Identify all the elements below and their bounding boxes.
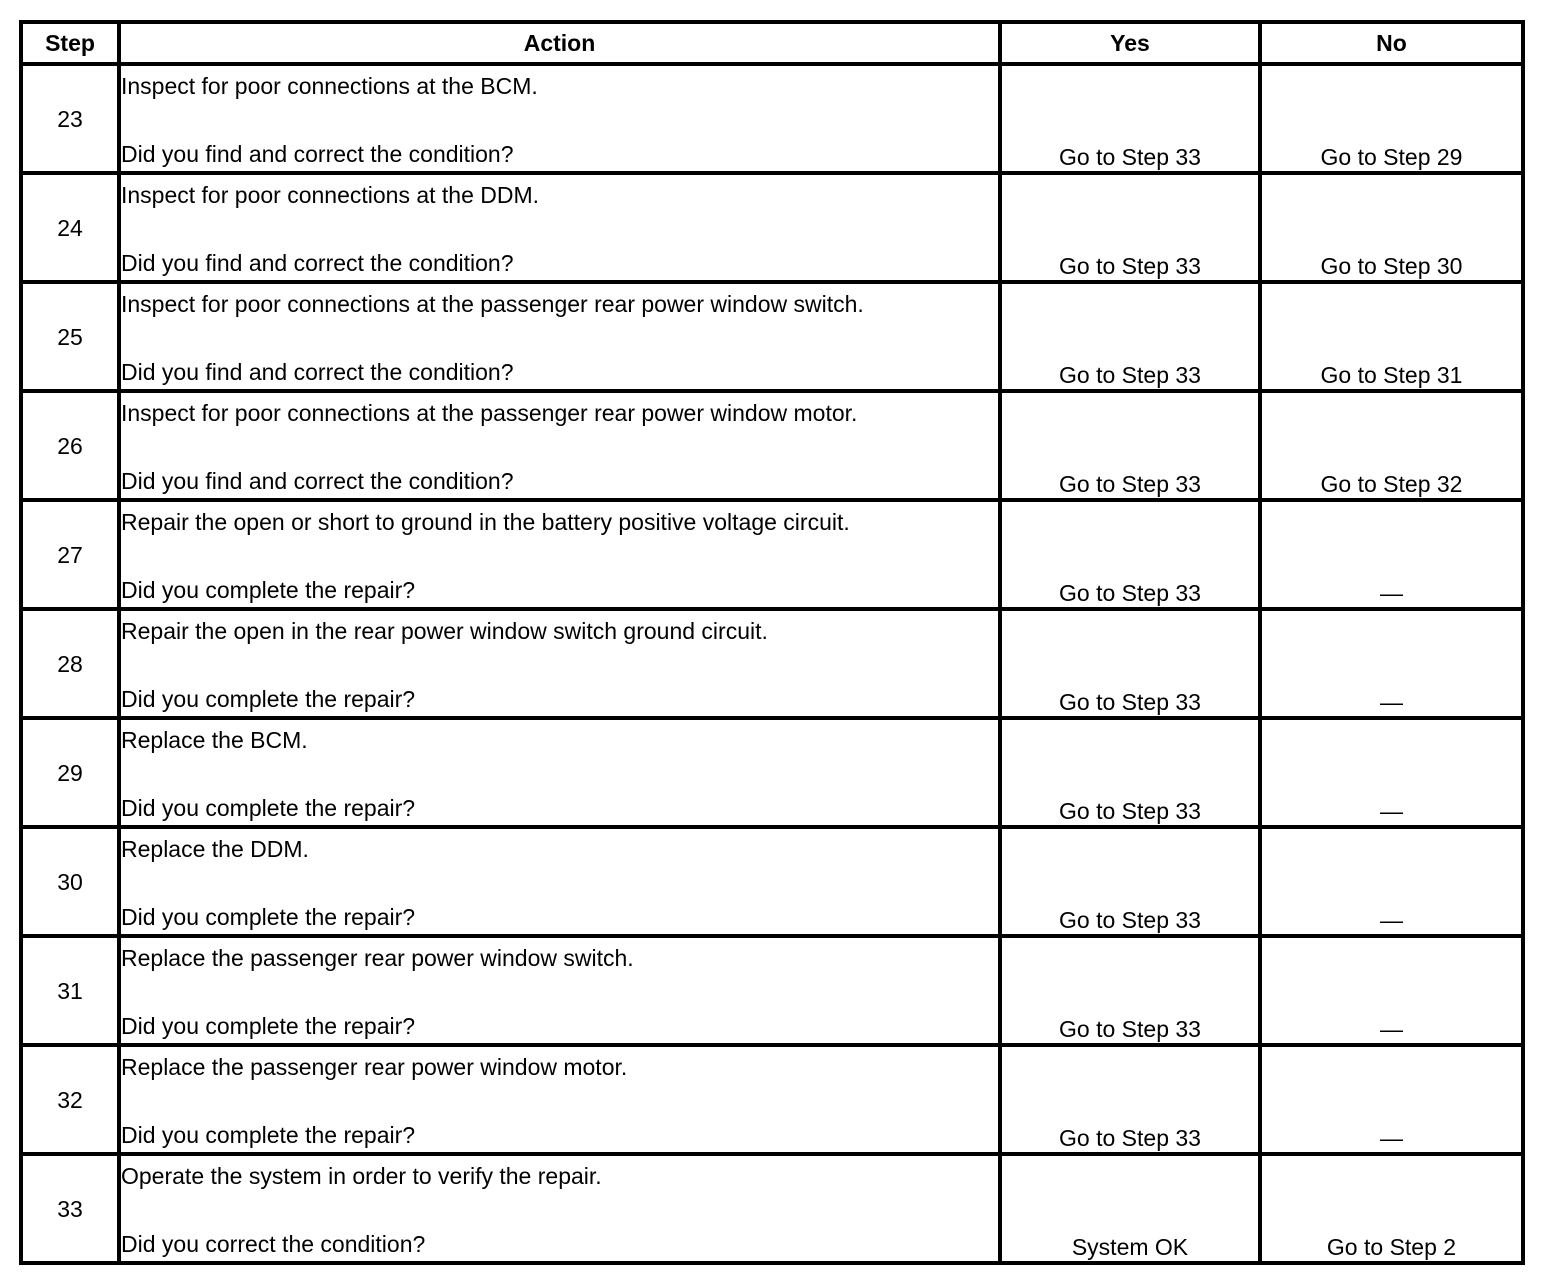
step-number: 26: [57, 432, 83, 459]
no-cell: [1260, 500, 1523, 609]
table-row: [21, 391, 1523, 500]
table-row: [21, 609, 1523, 718]
step-number: 31: [57, 977, 83, 1004]
table-body: [21, 64, 1523, 1263]
action-question: Did you complete the repair?: [121, 686, 416, 712]
no-result: —: [1380, 580, 1403, 606]
action-question: Did you find and correct the condition?: [121, 141, 514, 167]
step-cell: [21, 500, 119, 609]
no-cell: [1260, 609, 1523, 718]
step-cell: [21, 609, 119, 718]
action-instruction: Operate the system in order to verify the repair.: [121, 1163, 602, 1189]
action-instruction: Inspect for poor connections at the DDM.: [121, 182, 540, 208]
action-instruction: Replace the passenger rear power window switch.: [121, 945, 634, 971]
yes-result: Go to Step 33: [1059, 253, 1201, 279]
action-cell: [119, 173, 1000, 282]
step-cell: [21, 936, 119, 1045]
no-cell: [1260, 282, 1523, 391]
no-result: Go to Step 29: [1320, 144, 1463, 170]
step-number: 27: [57, 541, 83, 568]
no-result: Go to Step 31: [1320, 362, 1463, 388]
no-result: Go to Step 2: [1326, 1234, 1457, 1260]
no-result: —: [1380, 1125, 1403, 1151]
yes-result: Go to Step 33: [1059, 1125, 1201, 1151]
yes-cell: [1000, 718, 1260, 827]
yes-cell: [1000, 936, 1260, 1045]
table-row: [21, 1154, 1523, 1263]
step-number: 25: [57, 323, 83, 350]
step-number: 23: [57, 105, 83, 132]
action-instruction: Replace the DDM.: [121, 836, 309, 862]
table-row: [21, 936, 1523, 1045]
table-row: [21, 64, 1523, 173]
yes-cell: [1000, 391, 1260, 500]
yes-cell: [1000, 1045, 1260, 1154]
action-question: Did you correct the condition?: [121, 1231, 426, 1257]
yes-result: Go to Step 33: [1059, 471, 1201, 497]
action-instruction: Replace the passenger rear power window motor.: [121, 1054, 628, 1080]
step-number: 24: [57, 214, 83, 241]
action-question: Did you find and correct the condition?: [121, 468, 514, 494]
action-cell: [119, 64, 1000, 173]
yes-result: Go to Step 33: [1059, 580, 1201, 606]
action-cell: [119, 827, 1000, 936]
step-cell: [21, 827, 119, 936]
yes-result: System OK: [1071, 1234, 1189, 1260]
step-cell: [21, 718, 119, 827]
table-row: [21, 827, 1523, 936]
header-action: Action: [119, 22, 1000, 64]
action-question: Did you complete the repair?: [121, 577, 416, 603]
no-result: —: [1380, 689, 1403, 715]
no-cell: [1260, 718, 1523, 827]
action-instruction: Repair the open or short to ground in the battery positive voltage circuit.: [121, 509, 850, 535]
step-number: 29: [57, 759, 83, 786]
action-question: Did you complete the repair?: [121, 1122, 416, 1148]
yes-result: Go to Step 33: [1059, 798, 1201, 824]
no-cell: [1260, 1154, 1523, 1263]
no-cell: [1260, 391, 1523, 500]
step-number: 30: [57, 868, 83, 895]
action-instruction: Inspect for poor connections at the passenger rear power window motor.: [121, 400, 858, 426]
yes-cell: [1000, 500, 1260, 609]
yes-result: Go to Step 33: [1059, 907, 1201, 933]
header-step: Step: [21, 22, 119, 64]
step-cell: [21, 1154, 119, 1263]
yes-result: Go to Step 33: [1059, 689, 1201, 715]
step-cell: [21, 391, 119, 500]
step-cell: [21, 1045, 119, 1154]
yes-cell: [1000, 609, 1260, 718]
action-instruction: Inspect for poor connections at the passenger rear power window switch.: [121, 291, 864, 317]
no-result: —: [1380, 1016, 1403, 1042]
action-cell: [119, 718, 1000, 827]
step-number: 28: [57, 650, 83, 677]
yes-result: Go to Step 33: [1059, 1016, 1201, 1042]
yes-result: Go to Step 33: [1059, 362, 1201, 388]
table-header-row: [21, 22, 1523, 64]
table-row: [21, 282, 1523, 391]
no-cell: [1260, 64, 1523, 173]
action-cell: [119, 609, 1000, 718]
action-cell: [119, 500, 1000, 609]
table-row: [21, 718, 1523, 827]
action-cell: [119, 391, 1000, 500]
yes-cell: [1000, 827, 1260, 936]
step-number: 32: [57, 1086, 83, 1113]
table-row: [21, 173, 1523, 282]
action-cell: [119, 936, 1000, 1045]
action-question: Did you find and correct the condition?: [121, 359, 514, 385]
step-number: 33: [57, 1195, 83, 1222]
action-cell: [119, 1154, 1000, 1263]
table-row: [21, 500, 1523, 609]
no-result: —: [1380, 798, 1403, 824]
yes-cell: [1000, 173, 1260, 282]
header-yes: Yes: [1000, 22, 1260, 64]
action-instruction: Inspect for poor connections at the BCM.: [121, 73, 538, 99]
table-row: [21, 1045, 1523, 1154]
action-cell: [119, 282, 1000, 391]
action-question: Did you complete the repair?: [121, 904, 416, 930]
yes-cell: [1000, 282, 1260, 391]
header-no: No: [1260, 22, 1523, 64]
action-question: Did you complete the repair?: [121, 795, 416, 821]
no-cell: [1260, 827, 1523, 936]
no-cell: [1260, 936, 1523, 1045]
no-result: Go to Step 30: [1320, 253, 1463, 279]
no-cell: [1260, 1045, 1523, 1154]
step-cell: [21, 64, 119, 173]
action-question: Did you find and correct the condition?: [121, 250, 514, 276]
no-cell: [1260, 173, 1523, 282]
no-result: —: [1380, 907, 1403, 933]
action-instruction: Repair the open in the rear power window switch ground circuit.: [121, 618, 768, 644]
step-cell: [21, 282, 119, 391]
yes-cell: [1000, 1154, 1260, 1263]
action-instruction: Replace the BCM.: [121, 727, 308, 753]
step-cell: [21, 173, 119, 282]
action-question: Did you complete the repair?: [121, 1013, 416, 1039]
diagnostic-table: [19, 20, 1525, 1265]
yes-result: Go to Step 33: [1059, 144, 1201, 170]
action-cell: [119, 1045, 1000, 1154]
yes-cell: [1000, 64, 1260, 173]
no-result: Go to Step 32: [1320, 471, 1463, 497]
